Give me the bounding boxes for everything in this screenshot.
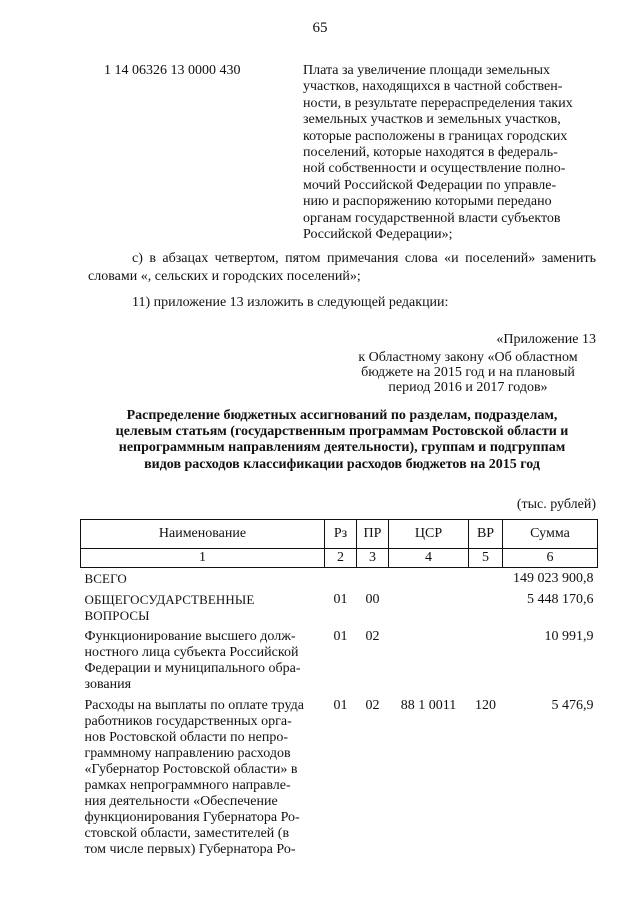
- column-number: 3: [357, 549, 389, 568]
- row-name-line: Функционирование высшего долж-: [84, 629, 296, 644]
- description-line: мочий Российской Федерации по управле-: [303, 177, 557, 193]
- title-line: видов расходов классификации расходов бюджетов на 2015 год: [144, 456, 540, 472]
- table-row: [81, 626, 598, 695]
- page-number: 65: [312, 20, 328, 36]
- row-name-line: ностного лица субъекта Российской: [84, 645, 299, 660]
- title-line: Распределение бюджетных ассигнований по разделам, подразделам,: [126, 408, 558, 423]
- column-number: 6: [503, 549, 598, 568]
- row-sum: 149 023 900,8: [513, 571, 594, 586]
- row-vr: [469, 626, 503, 695]
- row-pr: [357, 568, 389, 590]
- table-row: [81, 568, 598, 590]
- budget-code: 1 14 06326 13 0000 430: [104, 63, 241, 78]
- row-name-line: зования: [84, 677, 132, 692]
- column-number: 5: [469, 549, 503, 568]
- row-name-line: «Губернатор Ростовской области» в: [84, 762, 298, 777]
- row-name-line: функционирования Губернатора Ро-: [84, 810, 300, 825]
- description-line: участков, находящихся в частной собствен-: [303, 79, 563, 95]
- header-vr: ВР: [469, 520, 503, 549]
- row-sum: 5 476,9: [551, 698, 594, 713]
- row-name-line: Расходы на выплаты по оплате труда: [84, 698, 304, 713]
- row-name-line: стовской области, заместителей (в: [84, 826, 290, 841]
- column-number: 2: [325, 549, 357, 568]
- column-number: 4: [389, 549, 469, 568]
- appendix-line: бюджете на 2015 год и на плановый: [361, 365, 575, 380]
- title-line: непрограммным направлениям деятельности), группам и подгруппам: [118, 440, 566, 456]
- row-name-line: ния деятельности «Обеспечение: [84, 794, 278, 809]
- row-name: [81, 626, 325, 695]
- paragraph-11: 11) приложение 13 изложить в следующей редакции:: [132, 295, 449, 310]
- document-title: [88, 408, 596, 473]
- description-line: земельных участков и земельных участков,: [303, 112, 561, 128]
- budget-table: [80, 519, 598, 860]
- row-csr: [389, 626, 469, 695]
- description-line: ности, в результате перераспределения таких: [303, 95, 573, 111]
- row-name-line: рамках непрограммного направле-: [84, 778, 291, 793]
- row-name-line: Федерации и муниципального обра-: [84, 661, 301, 676]
- appendix-title: «Приложение 13: [496, 332, 596, 347]
- description-line: ной собственности и осуществление полно-: [303, 161, 566, 177]
- description-line: которые расположены в границах городских: [303, 128, 568, 144]
- row-csr: [389, 589, 469, 626]
- header-pr: ПР: [357, 520, 389, 549]
- units-label: (тыс. рублей): [516, 497, 596, 512]
- row-vr: 120: [475, 698, 496, 713]
- row-name-line: работников государственных орга-: [84, 714, 292, 729]
- row-name-line: том числе первых) Губернатора Ро-: [84, 842, 296, 857]
- row-pr: 02: [365, 698, 380, 713]
- table-row: [81, 695, 598, 860]
- row-name: [81, 695, 325, 860]
- header-sum: Сумма: [503, 520, 598, 549]
- appendix-line: к Областному закону «Об областном: [358, 350, 578, 365]
- title-line: целевым статьям (государственным программам Ростовской области и: [115, 424, 569, 440]
- row-name-line: ОБЩЕГОСУДАРСТВЕННЫЕ ВОПРОСЫ: [84, 592, 255, 623]
- description-line: Российской Федерации»;: [303, 227, 453, 243]
- row-rz: 01: [333, 629, 348, 644]
- row-name: [81, 568, 325, 590]
- row-name: [81, 589, 325, 626]
- column-number: 1: [81, 549, 325, 568]
- header-name: Наименование: [81, 520, 325, 549]
- row-vr: [469, 589, 503, 626]
- table-header-row: [81, 520, 598, 549]
- description-line: поселений, которые находятся в федераль-: [303, 145, 558, 161]
- appendix-heading: [340, 332, 596, 395]
- row-pr: 02: [365, 629, 380, 644]
- row-sum: 5 448 170,6: [527, 592, 594, 607]
- description-line: нию и распоряжению которыми передано: [303, 194, 552, 210]
- row-rz: 01: [333, 592, 348, 607]
- description-line: Плата за увеличение площади земельных: [303, 63, 551, 78]
- table-row: [81, 589, 598, 626]
- row-name-line: граммному направлению расходов: [84, 746, 291, 761]
- row-rz: 01: [333, 698, 348, 713]
- paragraph-c: с) в абзацах четвертом, пятом примечания слова «и поселений» заменить словами «, сельских и городских поселений»;: [88, 251, 596, 284]
- description-line: органам государственной власти субъектов: [303, 210, 561, 226]
- row-vr: [469, 568, 503, 590]
- column-number-row: [81, 549, 598, 568]
- row-pr: 00: [365, 592, 380, 607]
- row-csr: [389, 568, 469, 590]
- header-rz: Рз: [325, 520, 357, 549]
- row-csr: 88 1 0011: [400, 698, 457, 713]
- header-csr: ЦСР: [389, 520, 469, 549]
- row-rz: [325, 568, 357, 590]
- appendix-line: период 2016 и 2017 годов»: [388, 380, 548, 395]
- row-sum: 10 991,9: [544, 629, 594, 644]
- row-name-line: ВСЕГО: [84, 571, 127, 586]
- budget-code-description: [303, 63, 596, 243]
- row-name-line: нов Ростовской области по непро-: [84, 730, 289, 745]
